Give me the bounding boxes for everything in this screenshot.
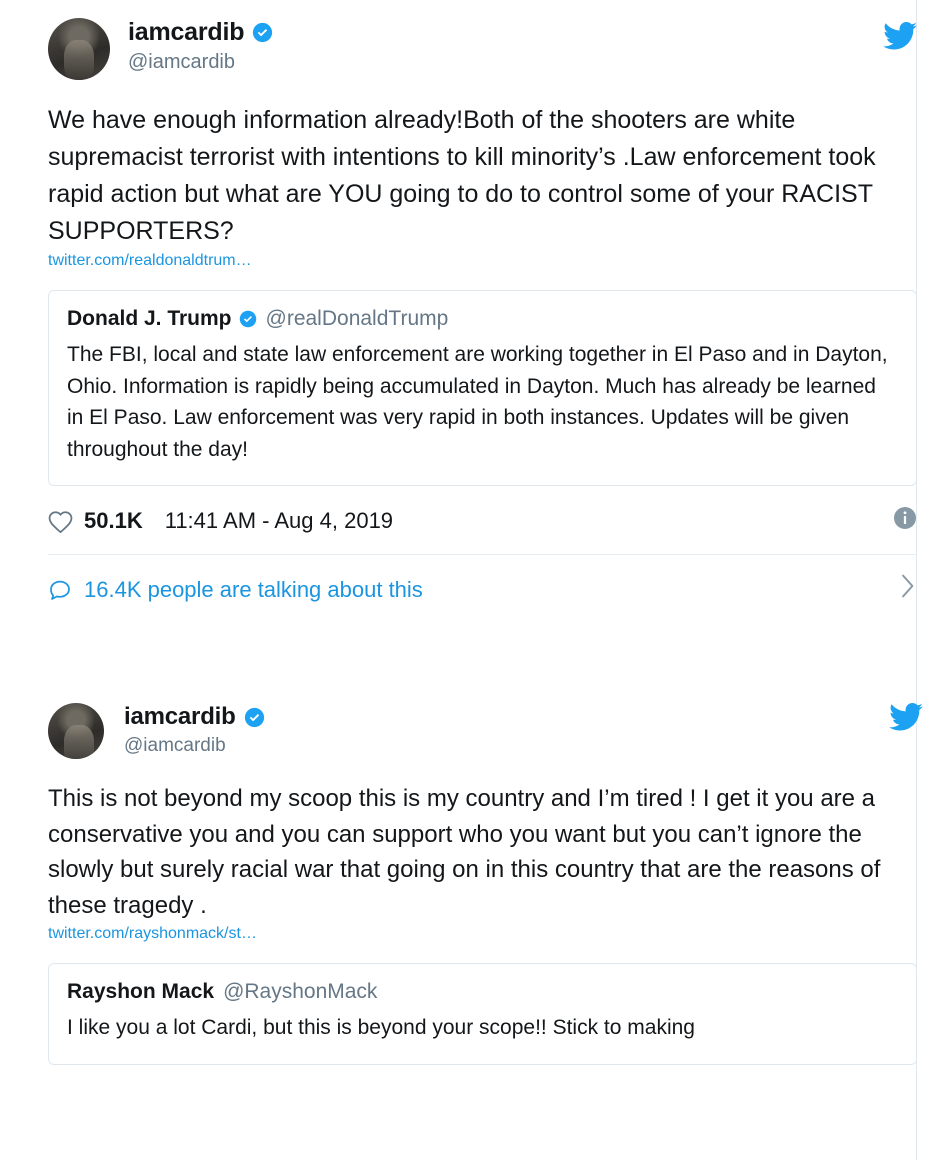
quoted-tweet-card[interactable] [48,290,917,486]
tweet-header-1 [48,0,917,80]
tweet-card-2 [0,685,937,1065]
author-name-row [128,20,273,45]
author-block [128,18,273,74]
tweet-meta-row [48,486,917,554]
quoted-author-handle: @RayshonMack [223,980,378,1004]
author-handle[interactable]: @iamcardib [124,735,226,756]
chevron-right-icon[interactable] [901,574,915,598]
heart-icon[interactable] [48,510,73,533]
quoted-tweet-header [67,980,898,1004]
twitter-bird-icon[interactable] [889,703,923,731]
tweet-body-text: We have enough information already!Both of the shooters are white supremacist terrorist with intentions to kill minority’s .Law enforcement took rapid action but what are YOU going to do to control some of your RACIST SUPPORTERS? [48,106,876,245]
twitter-bird-icon[interactable] [883,22,917,50]
info-icon[interactable] [893,506,917,530]
tweet-timestamp[interactable]: 11:41 AM - Aug 4, 2019 [164,508,394,533]
author-display-name[interactable]: iamcardib [124,703,236,730]
tweet-separator-gap [0,627,937,685]
verified-badge-icon [252,22,273,43]
author-block [124,703,265,757]
quoted-tweet-card[interactable] [48,963,917,1065]
quoted-author-name: Donald J. Trump [67,307,232,330]
tweet-link[interactable]: twitter.com/realdonaldtrum… [48,252,252,269]
tweet-header-2 [48,685,917,759]
tweet-link[interactable]: twitter.com/rayshonmack/st… [48,925,257,943]
author-name-row [124,705,265,729]
author-display-name[interactable]: iamcardib [128,18,245,46]
verified-badge-icon [244,707,265,728]
talking-about-row[interactable] [48,555,917,627]
tweet-body-text: This is not beyond my scoop this is my country and I’m tired ! I get it you are a conservative you and you can support who you want but you can’t ignore the slowly but surely racial war that going on in this country that are the reasons of these tragedy . [48,785,881,919]
verified-badge-icon [239,310,257,328]
avatar[interactable] [48,18,110,80]
author-handle[interactable]: @iamcardib [128,51,236,73]
like-count: 50.1K [84,508,143,533]
quoted-author-handle: @realDonaldTrump [265,307,449,330]
quoted-author-name: Rayshon Mack [67,980,215,1004]
quoted-tweet-text: I like you a lot Cardi, but this is beyond your scope!! Stick to making [67,1016,695,1040]
quoted-tweet-text: The FBI, local and state law enforcement are working together in El Paso and in Dayton, Ohio. Information is rapidly being accumulated in Dayton. Much has already be learned in El Paso. Law enforcement was very rapid in both instances. Updates will be given throughout the day! [67,343,888,461]
reply-icon [48,578,72,602]
avatar[interactable] [48,703,104,759]
quoted-tweet-header [67,307,898,331]
talking-about-label[interactable]: 16.4K people are talking about this [84,577,423,602]
